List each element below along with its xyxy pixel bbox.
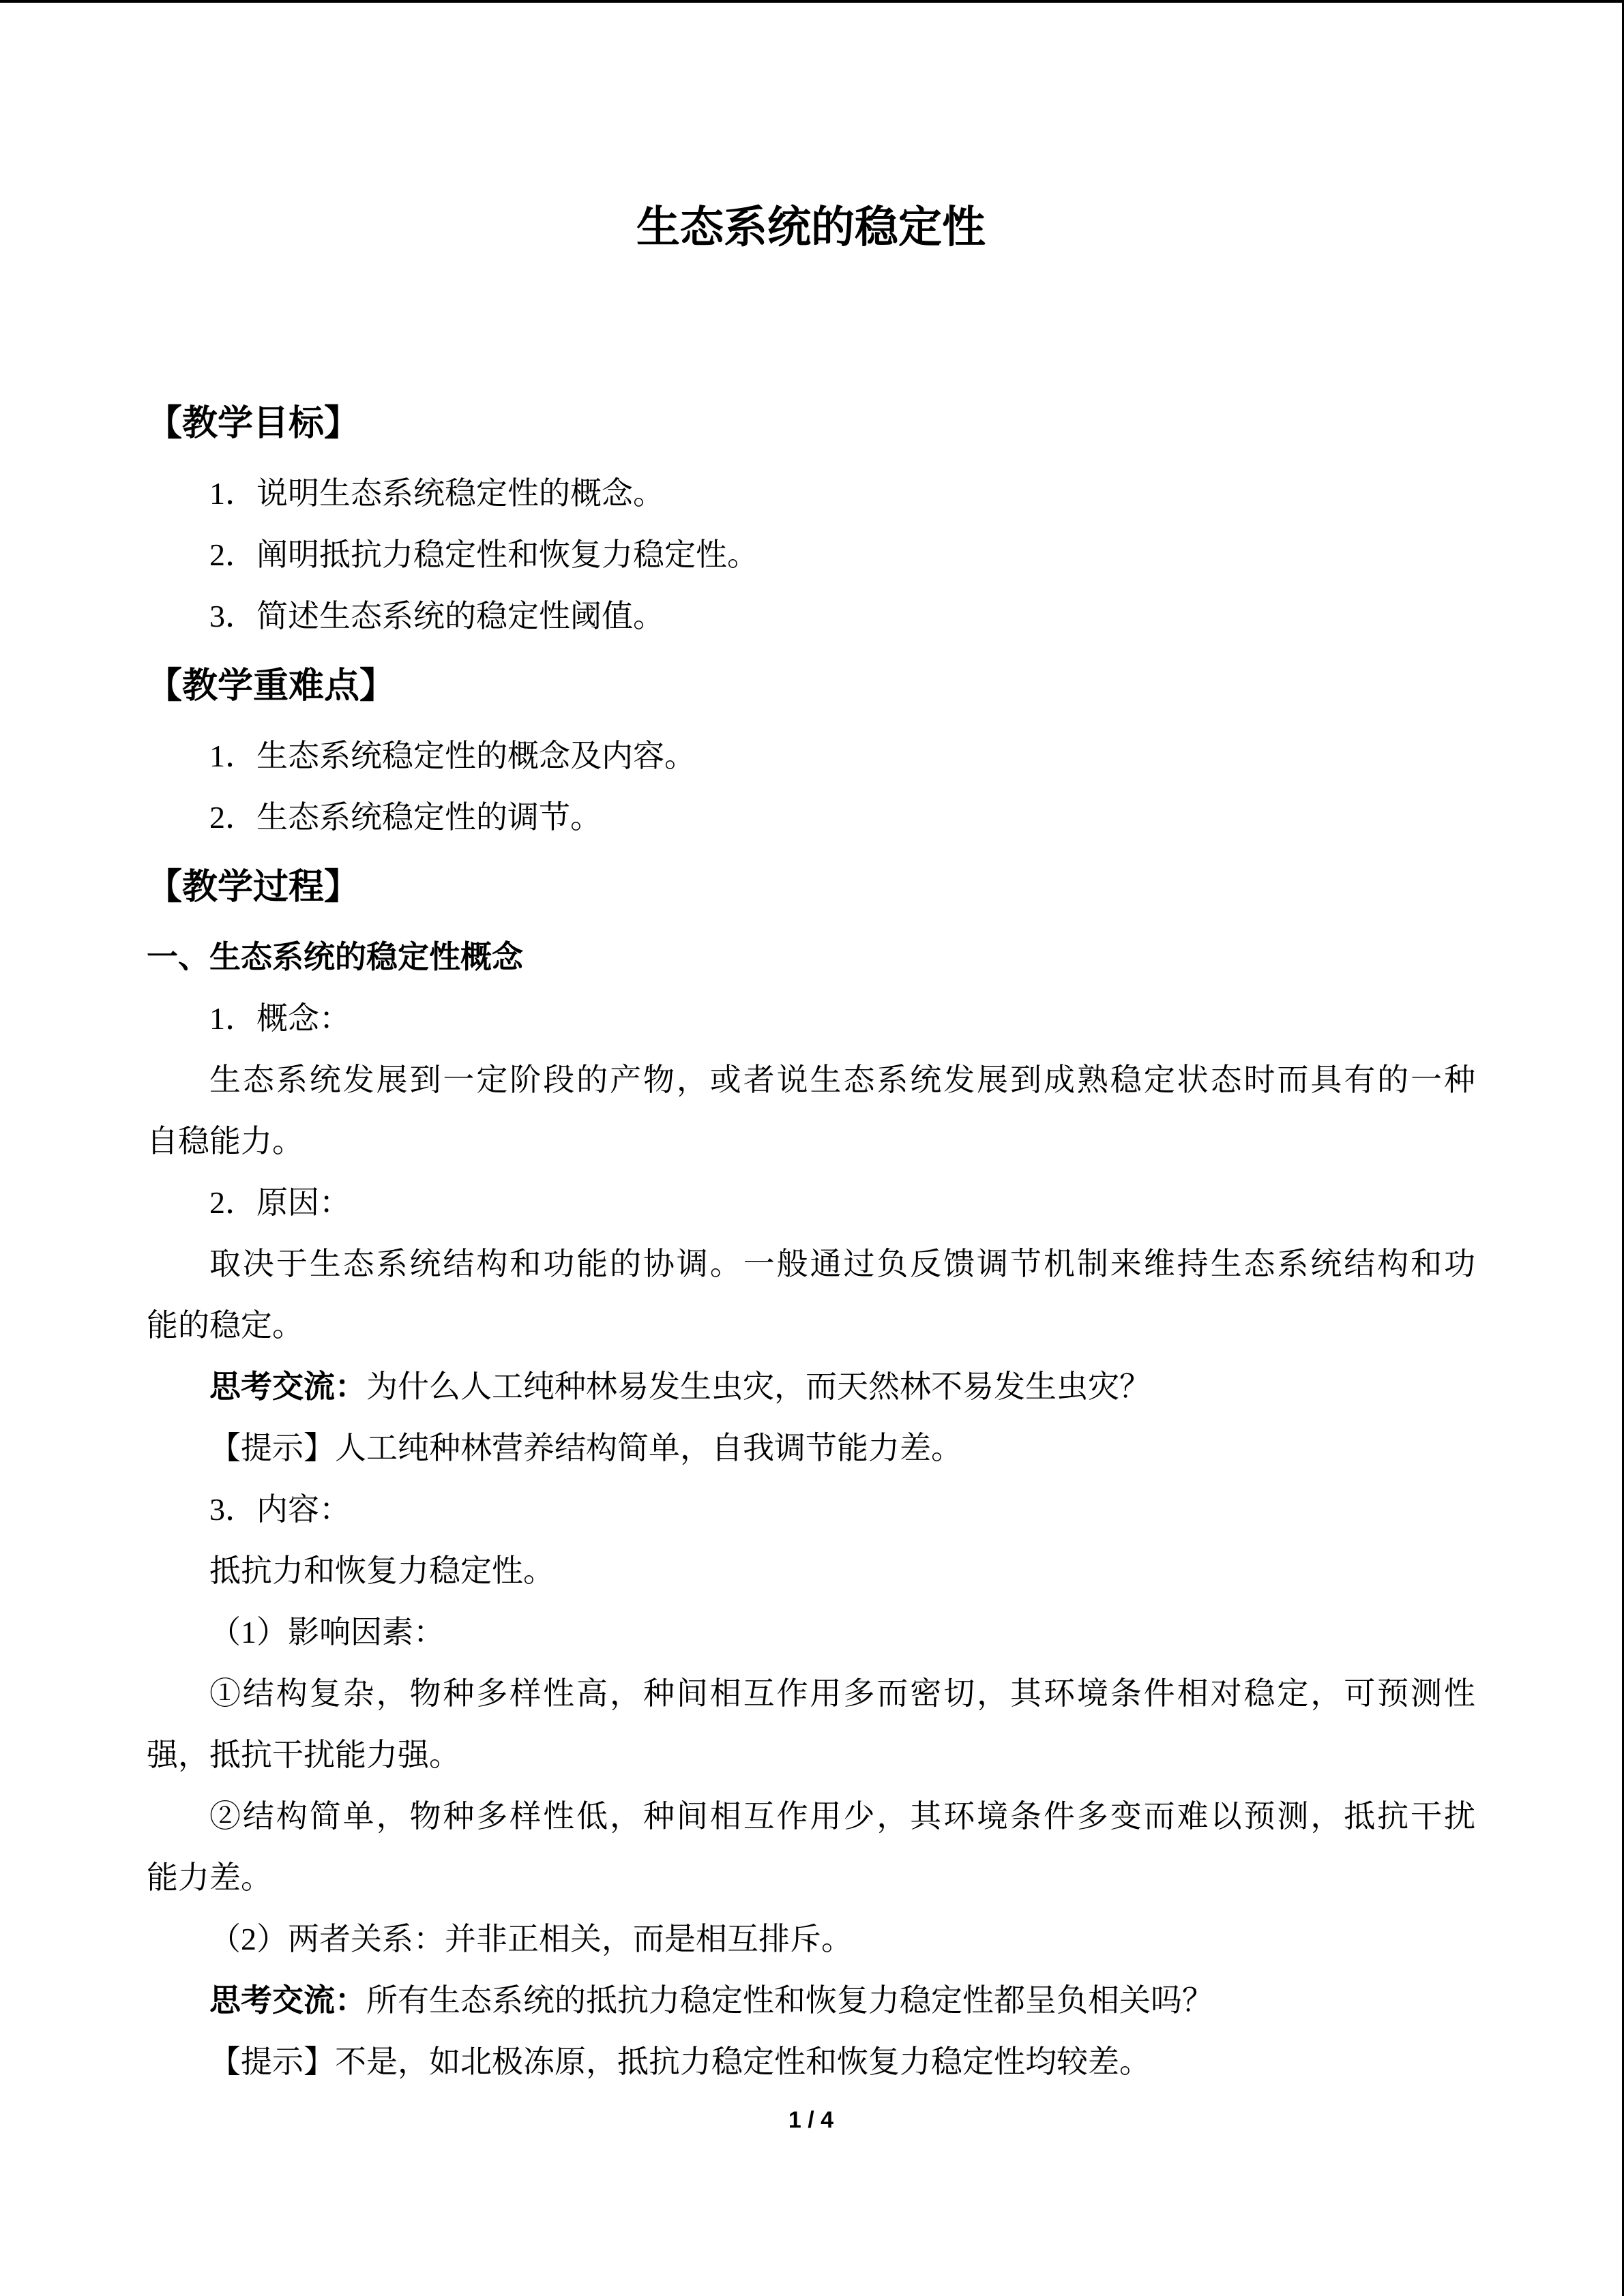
text-line: 强，抵抗干扰能力强。 xyxy=(147,1738,460,1772)
text-line: ②结构简单，物种多样性低，种间相互作用少，其环境条件多变而难以预测，抵抗干扰 xyxy=(209,1799,1475,1834)
text-line: 1．概念： xyxy=(209,1001,351,1036)
text-line xyxy=(147,1970,1475,2031)
text-line xyxy=(147,1356,1475,1418)
objective-item: 3．简述生态系统的稳定性阈值。 xyxy=(209,599,664,633)
heading-key-points: 【教学重难点】 xyxy=(147,667,396,706)
text-line: 抵抗力和恢复力稳定性。 xyxy=(209,1553,555,1588)
objective-item: 2．阐明抵抗力稳定性和恢复力稳定性。 xyxy=(209,537,758,572)
text-line: 【提示】人工纯种林营养结构简单，自我调节能力差。 xyxy=(209,1431,962,1465)
text-line-content: 为什么人工纯种林易发生虫灾，而天然林不易发生虫灾？ xyxy=(366,1369,1151,1404)
text-line: ①结构复杂，物种多样性高，种间相互作用多而密切，其环境条件相对稳定，可预测性 xyxy=(209,1676,1475,1711)
text-line: 生态系统发展到一定阶段的产物，或者说生态系统发展到成熟稳定状态时而具有的一种 xyxy=(209,1062,1475,1097)
text-line: 能的稳定。 xyxy=(147,1308,304,1343)
text-line: 能力差。 xyxy=(147,1860,272,1895)
text-line: 3．内容： xyxy=(209,1492,351,1527)
heading-process: 【教学过程】 xyxy=(147,868,360,907)
text-line: 取决于生态系统结构和功能的协调。一般通过负反馈调节机制来维持生态系统结构和功 xyxy=(209,1247,1475,1281)
objective-item: 1．说明生态系统稳定性的概念。 xyxy=(209,476,664,511)
emphasis-label: 思考交流： xyxy=(209,1983,366,2018)
page-number: 1 / 4 xyxy=(788,2107,834,2133)
document-title: 生态系统的稳定性 xyxy=(636,203,986,252)
subsection-heading: 一、生态系统的稳定性概念 xyxy=(147,940,523,974)
key-point-item: 2．生态系统稳定性的调节。 xyxy=(209,800,602,835)
text-line: （1）影响因素： xyxy=(209,1615,445,1650)
text-line: （2）两者关系：并非正相关，而是相互排斥。 xyxy=(209,1922,853,1956)
emphasis-label: 思考交流： xyxy=(209,1369,366,1404)
key-point-item: 1．生态系统稳定性的概念及内容。 xyxy=(209,739,696,773)
text-line: 自稳能力。 xyxy=(147,1124,304,1159)
text-line: 2．原因： xyxy=(209,1185,351,1220)
heading-objectives: 【教学目标】 xyxy=(147,404,360,443)
text-line: 【提示】不是，如北极冻原，抵抗力稳定性和恢复力稳定性均较差。 xyxy=(209,2044,1151,2079)
text-line-content: 所有生态系统的抵抗力稳定性和恢复力稳定性都呈负相关吗？ xyxy=(366,1983,1213,2018)
